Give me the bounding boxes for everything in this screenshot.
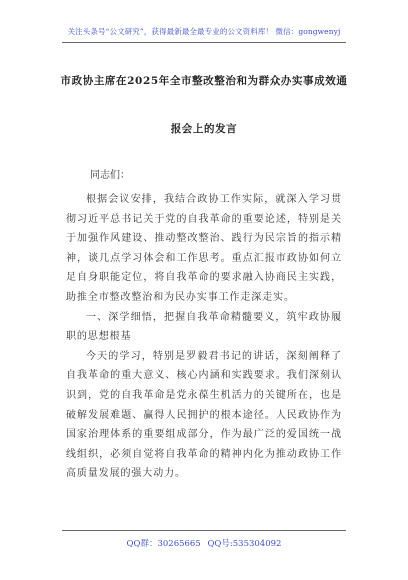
document-title-line-1: 市政协主席在2025年全市整改整治和为群众办实事成效通 — [60, 75, 348, 87]
header-watermark-note: 关注头条号“公文研究”，获得最新最全最专业的公文资料库！ 微信：gongwenyj — [67, 27, 341, 36]
section-heading: 一、深学细悟，把握自我革命精髓要义，筑牢政协履职的思想根基 — [66, 311, 342, 343]
greeting: 同志们： — [90, 170, 130, 181]
body-paragraph: 根据会议安排，我结合政协工作实际，就深入学习贯彻习近平总书记关于党的自我革命的重要论述，特别是关于加强作风建设、推动整改整治、践行为民宗旨的指示精神，谈几点学习体会和工作思考。重点汇报市政协如何立足自身职能定位，将自我革命的要求融入协商民主实践，助推全市整改整治和为民办实事工作走深走实。 — [66, 194, 342, 303]
footer-contact-note: QQ群：30265665 QQ号:535304092 — [126, 539, 282, 549]
header-divider — [62, 42, 346, 43]
document-body — [66, 190, 342, 484]
body-paragraph: 今天的学习，特别是罗毅君书记的讲话，深刻阐释了自我革命的重大意义、核心内涵和实践要求。我们深刻认识到，党的自我革命是党永葆生机活力的关键所在，也是破解发展难题、赢得人民拥护的根本途径。人民政协作为国家治理体系的重要组成部分，作为最广泛的爱国统一战线组织，必须自觉将自我革命的精神内化为推动政协工作高质量发展的强大动力。 — [66, 350, 342, 480]
document-title-line-2: 报会上的发言 — [170, 123, 238, 135]
footer-divider — [62, 530, 346, 531]
